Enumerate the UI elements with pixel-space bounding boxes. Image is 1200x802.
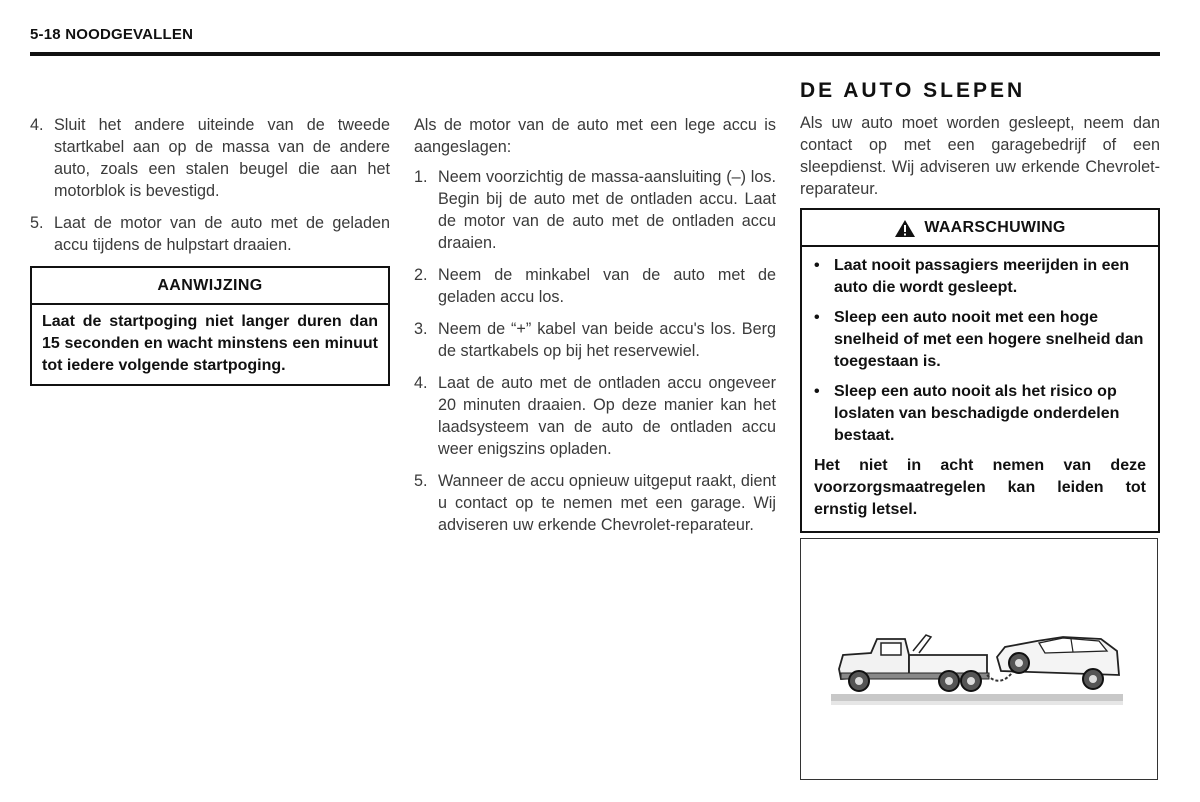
- warning-box: [800, 208, 1160, 533]
- list-item: [814, 381, 1146, 447]
- warning-body: [802, 247, 1158, 531]
- step-number: 5.: [30, 214, 44, 232]
- warning-title: WAARSCHUWING: [924, 219, 1066, 236]
- list-item: [30, 114, 390, 202]
- section-title: DE AUTO SLEPEN: [800, 79, 1026, 102]
- header-rule: [30, 52, 1160, 56]
- step-text: Laat de auto met de ontladen accu ongeveer 20 minuten draaien. Op deze manier kan het laadsysteem van de auto de ontladen accu weer enigszins opladen.: [438, 374, 776, 458]
- column-middle: [414, 114, 776, 546]
- list-item: [414, 264, 776, 308]
- intro-text: Als de motor van de auto met een lege accu is aangeslagen:: [414, 116, 776, 156]
- step-text: Wanneer de accu opnieuw uitgeput raakt, dient u contact op te nemen met een garage. Wij adviseren uw erkende Chevrolet-reparateur.: [438, 472, 776, 534]
- step-number: 5.: [414, 472, 428, 490]
- warning-item-text: Laat nooit passagiers meerijden in een auto die wordt gesleept.: [834, 257, 1130, 296]
- page-header: 5-18 NOODGEVALLEN: [30, 26, 194, 43]
- step-list-middle: [414, 166, 776, 536]
- column-left: [30, 114, 390, 386]
- towing-figure: [800, 538, 1158, 780]
- column-right: [800, 80, 1160, 533]
- step-number: 4.: [414, 374, 428, 392]
- warning-list: [814, 255, 1146, 447]
- list-item: [414, 470, 776, 536]
- list-item: [414, 166, 776, 254]
- step-text: Neem de “+” kabel van beide accu's los. Berg de startkabels op bij het reservewiel.: [438, 320, 776, 360]
- intro-text: Als uw auto moet worden gesleept, neem dan contact op met een garagebedrijf of een sleepdienst. Wij adviseren uw erkende Chevrolet-reparateur.: [800, 114, 1160, 198]
- list-item: [814, 255, 1146, 299]
- list-item: [30, 212, 390, 256]
- notice-box: [30, 266, 390, 386]
- list-item: [414, 318, 776, 362]
- warning-item-text: Sleep een auto nooit als het risico op loslaten van beschadigde onderdelen bestaat.: [834, 383, 1120, 444]
- notice-text: Laat de startpoging niet langer duren dan 15 seconden en wacht minstens een minuut tot iedere volgende startpoging.: [42, 313, 378, 374]
- step-number: 1.: [414, 168, 428, 186]
- step-text: Neem de minkabel van de auto met de geladen accu los.: [438, 266, 776, 306]
- warning-triangle-icon: [894, 219, 916, 238]
- list-item: [414, 372, 776, 460]
- step-number: 2.: [414, 266, 428, 284]
- bullet: •: [814, 309, 820, 326]
- bullet: •: [814, 257, 820, 274]
- warning-footer: Het niet in acht nemen van deze voorzorgsmaatregelen kan leiden tot ernstig letsel.: [814, 457, 1146, 518]
- step-number: 3.: [414, 320, 428, 338]
- step-text: Neem voorzichtig de massa-aansluiting (–) los. Begin bij de auto met de ontladen accu. Laat de motor van de auto met de ontladen accu draaien.: [438, 168, 776, 252]
- warning-header: [802, 210, 1158, 247]
- list-item: [814, 307, 1146, 373]
- step-list-left: [30, 114, 390, 256]
- warning-item-text: Sleep een auto nooit met een hoge snelheid of met een hogere snelheid dan toegestaan is.: [834, 309, 1144, 370]
- bullet: •: [814, 383, 820, 400]
- step-number: 4.: [30, 116, 44, 134]
- tow-truck-towing-car-illustration: [801, 539, 1156, 778]
- step-text: Laat de motor van de auto met de geladen accu tijdens de hulpstart draaien.: [54, 214, 390, 254]
- step-text: Sluit het andere uiteinde van de tweede startkabel aan op de massa van de andere auto, zoals een stalen beugel die aan het motorblok is bevestigd.: [54, 116, 390, 200]
- notice-title: AANWIJZING: [32, 268, 388, 305]
